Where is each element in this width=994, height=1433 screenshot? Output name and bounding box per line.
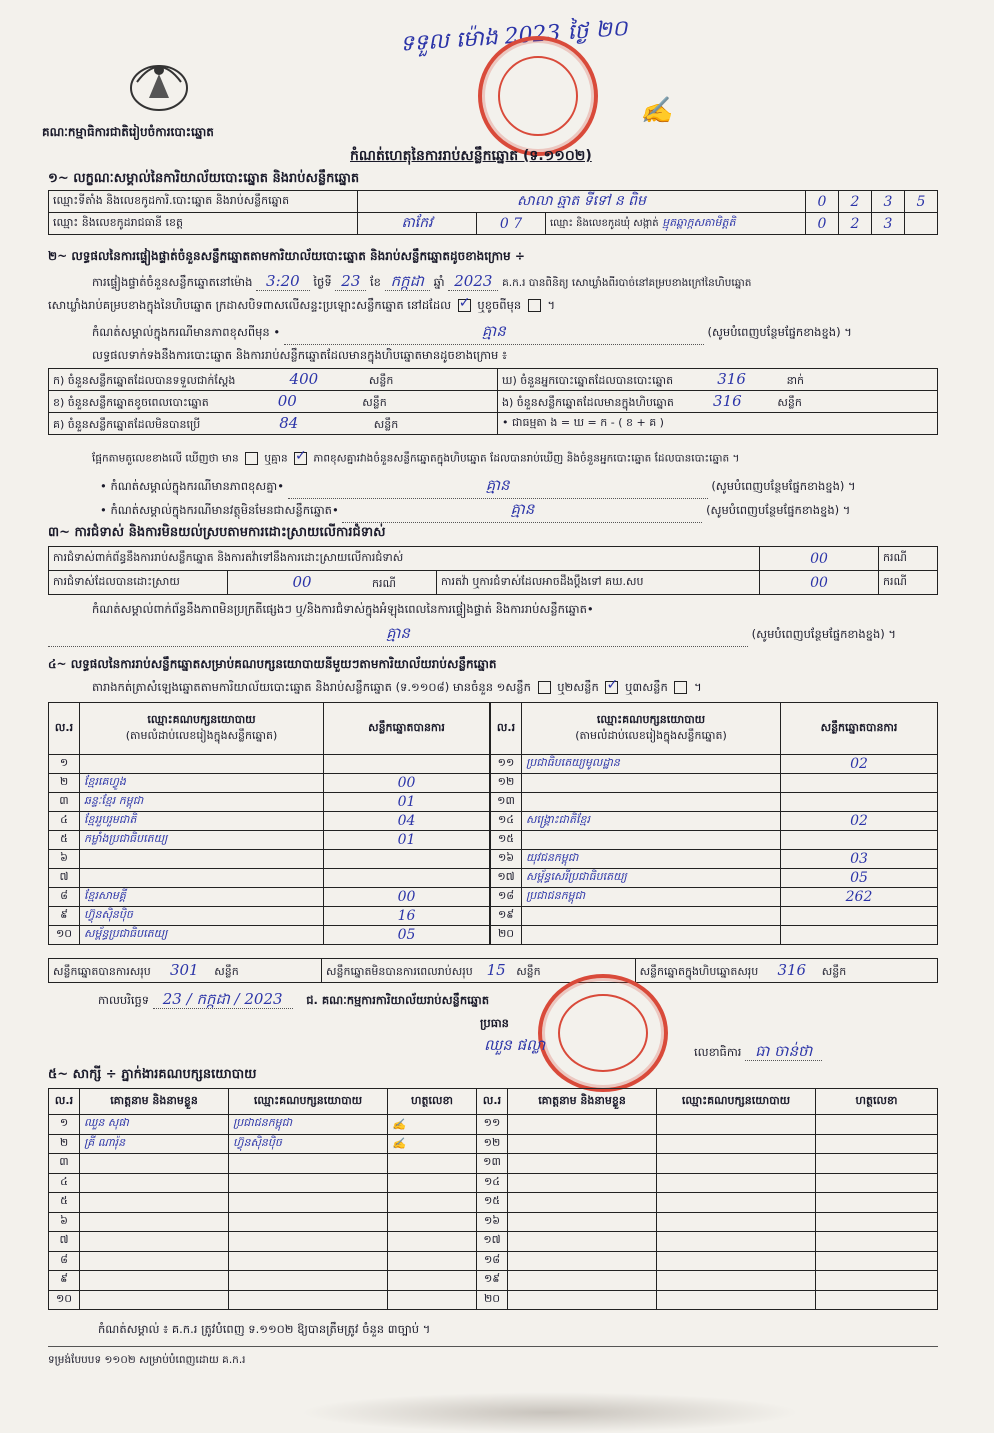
seal-broken-checkbox [528,299,541,312]
date-line: កាលបរិច្ឆេទ 23 / កក្កដា / 2023 ជ. គណៈកម្មការការិយាល័យរាប់សន្លឹកឆ្នោត [98,990,490,1008]
table-row: ៩ ហ៊្វុនស៊ិនប៉ិច 16 [49,907,490,926]
difference-check-line: ផ្អែកតាមតួលេខខាងលើ ឃើញថា មាន ឬគ្មាន ✓ ភាពខុសគ្នារវាងចំនួនសន្លឹកឆ្នោតក្នុងហិបឆ្នោត ដែលបានរាប់ឃើញ និងចំនួនអ្នកបោះឆ្នោត ដែលបានបោះឆ្នោត ។ [92,452,739,468]
commune-digit-3: 3 [872,213,905,235]
table-row: ១៤ សង្គ្រោះជាតិខ្មែរ 02 [491,812,938,831]
location-value: សាលា ឆ្មាត ទីទៅ ន ពិម [358,191,806,213]
code-digit-4: 5 [905,191,938,213]
code-digit-2: 2 [839,191,872,213]
table-row: ១៧ សម្ព័ន្ធសេរីប្រជាធិបតេយ្យ 05 [491,869,938,888]
section4-title: ៤~ លទ្ធផលនៃការរាប់សន្លឹកឆ្នោតសម្រាប់គណបក្សនយោបាយនីមួយៗតាមការិយាល័យរាប់សន្លឹកឆ្នោត [48,657,497,671]
verification-line-2: សោឃ្លាំងរាប់គម្របខាងក្នុងនៃហិបឆ្នោត ក្រដាសបិទពាសលើសន្ទះប្រឡោះសន្លឹកឆ្នោត នៅដដែល ✓ ឬខូចពីមុន ។ [48,298,555,315]
table-row: ១៣ [491,793,938,812]
total-invalid-value: 15 [486,960,506,979]
section1-table [48,190,938,235]
table-row: ៨ ខ្មែរសាមគ្គី 00 [49,888,490,907]
table-row: ១ [49,755,490,774]
party-results-right: ល.រ ឈ្មោះគណបក្សនយោបាយ (តាមលំដាប់លេខរៀងក្នុងសន្លឹកឆ្នោត) សន្លឹកឆ្នោតបានការ ១១ ប្រជាធិបតេយ្យមូលដ្ឋាន 02 ១២ ១៣ ១៤ សង្គ្រោះជាតិខ្មែរ 02 ១៥ ១៦ យុវជនកម្ពុជា 03 ១៧ សម្ព័ន្ធសេរីប្រជាធិបតេយ្យ 05 ១៨ ប្រជាជនកម្ពុជា 262 ១៩ ២០ [490,702,938,945]
table-row: ១៩ [491,907,938,926]
table-row: ១៦ យុវជនកម្ពុជា 03 [491,850,938,869]
stamp-top-signature: ✍ [640,96,673,126]
commune-cell: ឈ្មោះ និងលេខកូដឃុំ សង្កាត់ ម្មុតឆ្ពាក្កសតាមិត្តតិ [546,213,806,235]
chair-label: ប្រធាន [480,1016,509,1030]
province-label: ឈ្មោះ និងលេខកូដរាជធានី ខេត្ត [49,213,358,235]
photo-shadow [300,1392,800,1433]
bullet-difference-note: • កំណត់សម្គាល់ក្នុងករណីមានភាពខុសគ្នា• គ្មាន (សូមបំពេញបន្ថែមផ្នែកខាងខ្នង) ។ [100,476,856,499]
witness-table: ល.រ គោត្តនាម និងនាមខ្លួន ឈ្មោះគណបក្សនយោបាយ ហត្ថលេខា ល.រ គោត្តនាម និងនាមខ្លួន ឈ្មោះគណបក្សនយោបាយ ហត្ថលេខា ១ ឈួន សុផា ប្រជាជនកម្ពុជា ✍ ១១ ២ គ្រី ណារ៉ុន ហ៊្វុនស៊ិនប៉ិច ✍ ១២ ៣ ១៣ ៤ ១៤ ៥ ១៥ ៦ ១៦ ៧ ១៧ ៨ ១៨ ៩ ១៩ ១០ ២០ [48,1088,938,1310]
province-code: 0 7 [477,213,546,235]
province-value: តាកែវ [358,213,477,235]
table-row: ១០ សម្ព័ន្ធប្រជាធិបតេយ្យ 05 [49,926,490,945]
table-row: ១៨ ប្រជាជនកម្ពុជា 262 [491,888,938,907]
footer-divider [48,1346,938,1347]
handwritten-receipt-note: ទទួល ម៉ោង 2023 ថ្ងៃ ២០ [399,16,629,57]
table-row: ៤ ១៤ [49,1173,938,1193]
seal-intact-checkbox [458,299,471,312]
table-row: ១០ ២០ [49,1290,938,1310]
table-row: ១៥ [491,831,938,850]
total-valid-value: 301 [169,960,199,979]
tally-sheet-count-line: តារាងកត់ត្រាសំឡេងឆ្នោតតាមការិយាល័យបោះឆ្នោត និងរាប់សន្លឹកឆ្នោត (ទ.១១០៨) មានចំនួន ១សន្លឹក ឬ២សន្លឹក ✓ ឬ៣សន្លឹក ។ [92,680,702,697]
table-row: ២ ខ្មែរគេហ្វូង 00 [49,774,490,793]
commune-digit-2: 2 [839,213,872,235]
footnote: កំណត់សម្គាល់ ៖ គ.ក.រ ត្រូវបំពេញ ទ.១១០២ ឱ្យបានត្រឹមត្រូវ ចំនួន ៣ច្បាប់ ។ [98,1322,431,1336]
verification-line-1: ការផ្ទៀងផ្ទាត់ចំនួនសន្លឹកឆ្នោតនៅម៉ោង 3:20 ថ្ងៃទី 23 ខែ កក្កដា ឆ្នាំ 2023 គ.ក.រ បានពិនិត្យ សោឃ្លាំងពីរបាច់នៅគម្របខាងក្រៅនៃហិបឆ្នោត [92,272,752,290]
official-stamp-bottom [538,974,668,1092]
table-row: ៩ ១៩ [49,1271,938,1291]
difference-no-checkbox [294,452,307,465]
table-row: ២០ [491,926,938,945]
table-row: ១២ [491,774,938,793]
difference-yes-checkbox [245,452,258,465]
counts-table: ក) ចំនួនសន្លឹកឆ្នោតដែលបានទទួលជាក់ស្តែង 400 សន្លឹក ឃ) ចំនួនអ្នកបោះឆ្នោតដែលបានបោះឆ្នោត 316 នាក់ ខ) ចំនួនសន្លឹកឆ្នោតខូចពេលបោះឆ្នោត 00 សន្លឹក ង) ចំនួនសន្លឹកឆ្នោតដែលមានក្នុងហិបឆ្នោត 316 សន្លឹក គ) ចំនួនសន្លឹកឆ្នោតដែលមិនបានប្រើ 84 សន្លឹក • ជាធម្មតា ង = ឃ = ក - ( ខ + គ ) [48,368,938,435]
section2-title: ២~ លទ្ធផលនៃការផ្ទៀងផ្ទាត់ចំនួនសន្លឹកឆ្នោតតាមការិយាល័យបោះឆ្នោត និងរាប់សន្លឹកឆ្នោតដូចខាងក្រោម ÷ [48,249,525,263]
bullet-foreign-object-note: • កំណត់សម្គាល់ក្នុងករណីមានវត្ថុមិនមែនជាសន្លឹកឆ្នោត• គ្មាន (សូមបំពេញបន្ថែមផ្នែកខាងខ្នង) ។ [100,500,850,523]
difference-note: កំណត់សម្គាល់ក្នុងករណីមានភាពខុសពីមុន • គ្មាន (សូមបំពេញបន្ថែមផ្នែកខាងខ្នង) ។ [92,322,852,345]
table-row: ៦ ១៦ [49,1212,938,1232]
totals-row: សន្លឹកឆ្នោតបានការសរុប 301 សន្លឹក សន្លឹកឆ្នោតមិនបានការពេលរាប់សរុប 15 សន្លឹក សន្លឹកឆ្នោតក្នុងហិបឆ្នោតសរុប 316 សន្លឹក [48,958,938,983]
org-title: គណៈកម្មាធិការជាតិរៀបចំការបោះឆ្នោត [42,125,214,139]
table-row: ៧ ១៧ [49,1232,938,1252]
table-row: ២ គ្រី ណារ៉ុន ហ៊្វុនស៊ិនប៉ិច ✍ ១២ [49,1134,938,1154]
table-row: ៤ ខ្មែររួបរួមជាតិ 04 [49,812,490,831]
table-row: ៥ កម្លាំងប្រជាធិបតេយ្យ 01 [49,831,490,850]
commune-digit-1: 0 [806,213,839,235]
irregularity-note: គ្មាន (សូមបំពេញបន្ថែមផ្នែកខាងខ្នង) ។ [48,624,896,647]
table-row: ៧ [49,869,490,888]
location-label: ឈ្មោះទីតាំង និងលេខកូដការិ.បោះឆ្នោត និងរាប់សន្លឹកឆ្នោត [49,191,358,213]
results-intro: លទ្ធផលទាក់ទងនឹងការបោះឆ្នោត និងការរាប់សន្លឹកឆ្នោតដែលមានក្នុងហិបឆ្នោតមានដូចខាងក្រោម ៖ [92,348,508,362]
footer-text: ទម្រង់បែបបទ ១១០២ សម្រាប់បំពេញដោយ គ.ក.រ [48,1354,246,1366]
table-row: ១ ឈួន សុផា ប្រជាជនកម្ពុជា ✍ ១១ [49,1115,938,1135]
table-row: ១១ ប្រជាធិបតេយ្យមូលដ្ឋាន 02 [491,755,938,774]
section1-title: ១~ លក្ខណៈសម្គាល់នៃការិយាល័យបោះឆ្នោត និងរាប់សន្លឹកឆ្នោត [48,171,360,186]
table-row: ៣ ១៣ [49,1154,938,1174]
form-title: កំណត់ហេតុនៃការរាប់សន្លឹកឆ្នោត (ទ.១១០២) [350,148,592,164]
nec-emblem-icon [125,52,193,114]
section5-title: ៥~ សាក្សី ÷ ភ្នាក់ងារគណបក្សនយោបាយ [48,1067,257,1082]
code-digit-3: 3 [872,191,905,213]
table-row: ៣ ឆន្ទៈខ្មែរ កម្ពុជា 01 [49,793,490,812]
total-in-box-value: 316 [777,960,807,979]
table-row: ៦ [49,850,490,869]
code-digit-1: 0 [806,191,839,213]
complaints-table: ការជំទាស់ពាក់ព័ន្ធនឹងការរាប់សន្លឹកឆ្នោត និងការតវ៉ាទៅនឹងការដោះស្រាយលើការជំទាស់ 00 ករណី ការជំទាស់ដែលបានដោះស្រាយ 00 ករណី ការតវ៉ា ឬការជំទាស់ដែលអាចដឹងប្តឹងទៅ គឃ.សប 00 ករណី [48,546,938,595]
section3-title: ៣~ ការជំទាស់ និងការមិនយល់ស្របតាមការដោះស្រាយលើការជំទាស់ [48,525,386,540]
party-results-left: ល.រ ឈ្មោះគណបក្សនយោបាយ (តាមលំដាប់លេខរៀងក្នុងសន្លឹកឆ្នោត) សន្លឹកឆ្នោតបានការ ១ ២ ខ្មែរគេហ្វូង 00 ៣ ឆន្ទៈខ្មែរ កម្ពុជា 01 ៤ ខ្មែររួបរួមជាតិ 04 ៥ កម្លាំងប្រជាធិបតេយ្យ 01 ៦ ៧ ៨ ខ្មែរសាមគ្គី 00 ៩ ហ៊្វុនស៊ិនប៉ិច 16 ១០ សម្ព័ន្ធប្រជាធិបតេយ្យ 05 [48,702,490,945]
official-stamp-top [478,36,598,156]
irregularity-note-label: កំណត់សម្គាល់ពាក់ព័ន្ធនឹងភាពមិនប្រក្រតីផ្សេងៗ ឬ/និងការជំទាស់ក្នុងអំឡុងពេលនៃការផ្ទៀងផ្ទាត់ និងការរាប់សន្លឹកឆ្នោត• [92,602,594,616]
chair-signature: ឈួន ផល្លា [484,1036,546,1054]
table-row: ៥ ១៥ [49,1193,938,1213]
table-row: ៨ ១៨ [49,1251,938,1271]
secretary-line: លេខាធិការ ធា ចាន់ថា [694,1042,822,1064]
